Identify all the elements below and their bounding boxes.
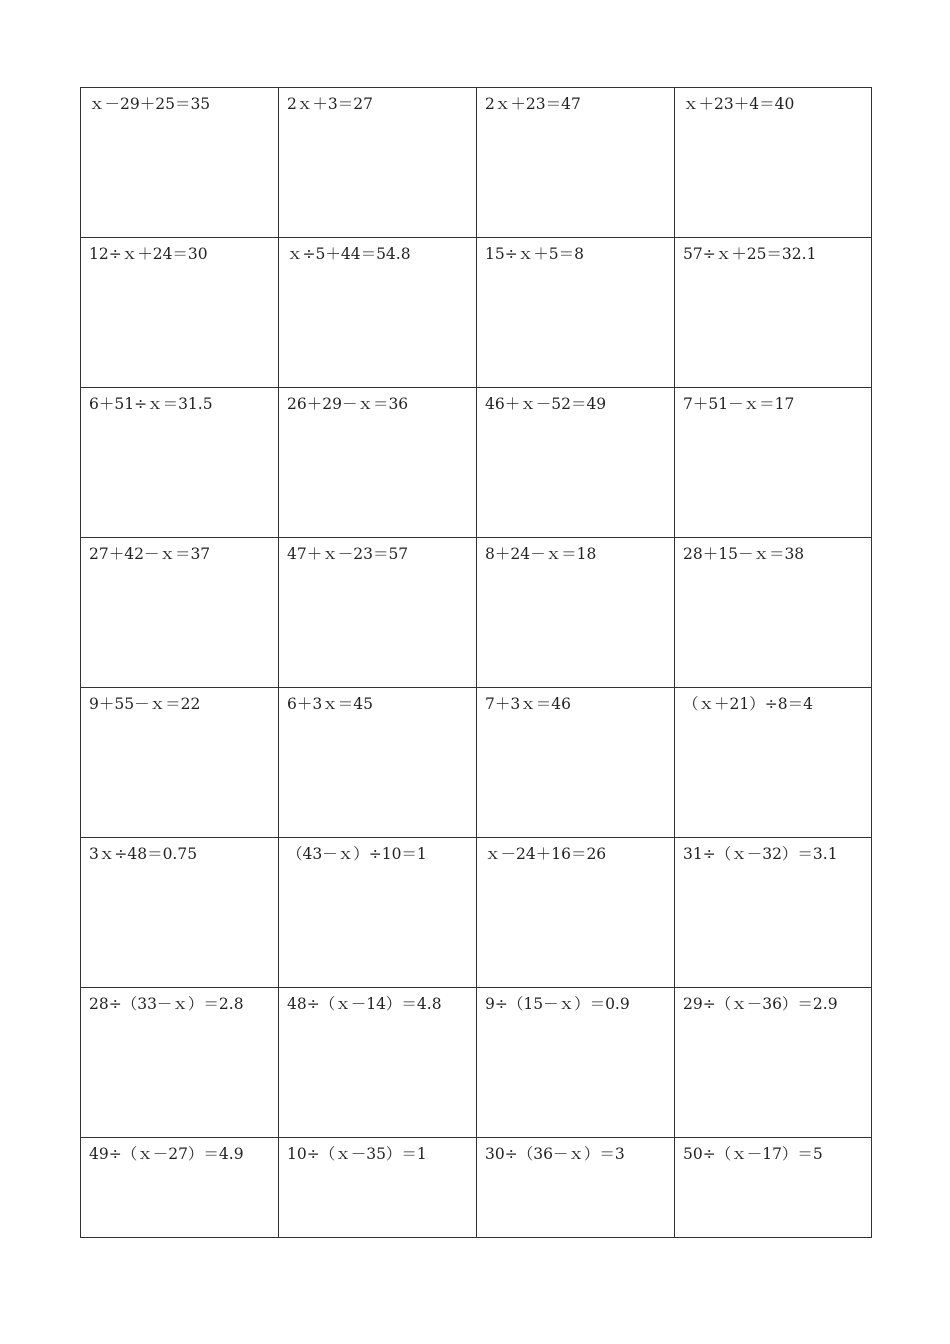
table-row (81, 388, 872, 538)
table-row (81, 538, 872, 688)
equation-cell: 7＋3ｘ＝46 (477, 688, 675, 838)
equation-cell: 9＋55－ｘ＝22 (81, 688, 279, 838)
equation-cell: 12÷ｘ＋24＝30 (81, 238, 279, 388)
equation-worksheet-table (80, 87, 872, 1238)
equation-cell: 2ｘ＋23＝47 (477, 88, 675, 238)
equation-cell: （43－ｘ）÷10＝1 (279, 838, 477, 988)
equation-cell: 57÷ｘ＋25＝32.1 (675, 238, 872, 388)
equation-cell: ｘ－29＋25＝35 (81, 88, 279, 238)
equation-cell: 9÷（15－ｘ）＝0.9 (477, 988, 675, 1138)
equation-cell: ｘ÷5＋44＝54.8 (279, 238, 477, 388)
table-row (81, 688, 872, 838)
equation-cell: 6＋51÷ｘ＝31.5 (81, 388, 279, 538)
table-row (81, 988, 872, 1138)
equation-cell: 28÷（33－ｘ）＝2.8 (81, 988, 279, 1138)
equation-cell: 15÷ｘ＋5＝8 (477, 238, 675, 388)
table-row (81, 88, 872, 238)
equation-cell: 26＋29－ｘ＝36 (279, 388, 477, 538)
equation-cell: 30÷（36－ｘ）＝3 (477, 1138, 675, 1238)
table-row (81, 1138, 872, 1238)
equation-cell: 49÷（ｘ－27）＝4.9 (81, 1138, 279, 1238)
equation-cell: ｘ＋23＋4＝40 (675, 88, 872, 238)
equation-cell: 7＋51－ｘ＝17 (675, 388, 872, 538)
equation-cell: 46＋ｘ－52＝49 (477, 388, 675, 538)
equation-cell: 47＋ｘ－23＝57 (279, 538, 477, 688)
table-row (81, 838, 872, 988)
equation-cell: 50÷（ｘ－17）＝5 (675, 1138, 872, 1238)
equation-cell: （ｘ＋21）÷8＝4 (675, 688, 872, 838)
equation-cell: 29÷（ｘ－36）＝2.9 (675, 988, 872, 1138)
equation-cell: 6＋3ｘ＝45 (279, 688, 477, 838)
equation-cell: 10÷（ｘ－35）＝1 (279, 1138, 477, 1238)
equation-cell: 28＋15－ｘ＝38 (675, 538, 872, 688)
equation-cell: 31÷（ｘ－32）＝3.1 (675, 838, 872, 988)
equation-cell: ｘ－24＋16＝26 (477, 838, 675, 988)
equation-cell: 8＋24－ｘ＝18 (477, 538, 675, 688)
equation-cell: 2ｘ＋3＝27 (279, 88, 477, 238)
equation-cell: 3ｘ÷48＝0.75 (81, 838, 279, 988)
equation-cell: 48÷（ｘ－14）＝4.8 (279, 988, 477, 1138)
equation-cell: 27＋42－ｘ＝37 (81, 538, 279, 688)
table-row (81, 238, 872, 388)
